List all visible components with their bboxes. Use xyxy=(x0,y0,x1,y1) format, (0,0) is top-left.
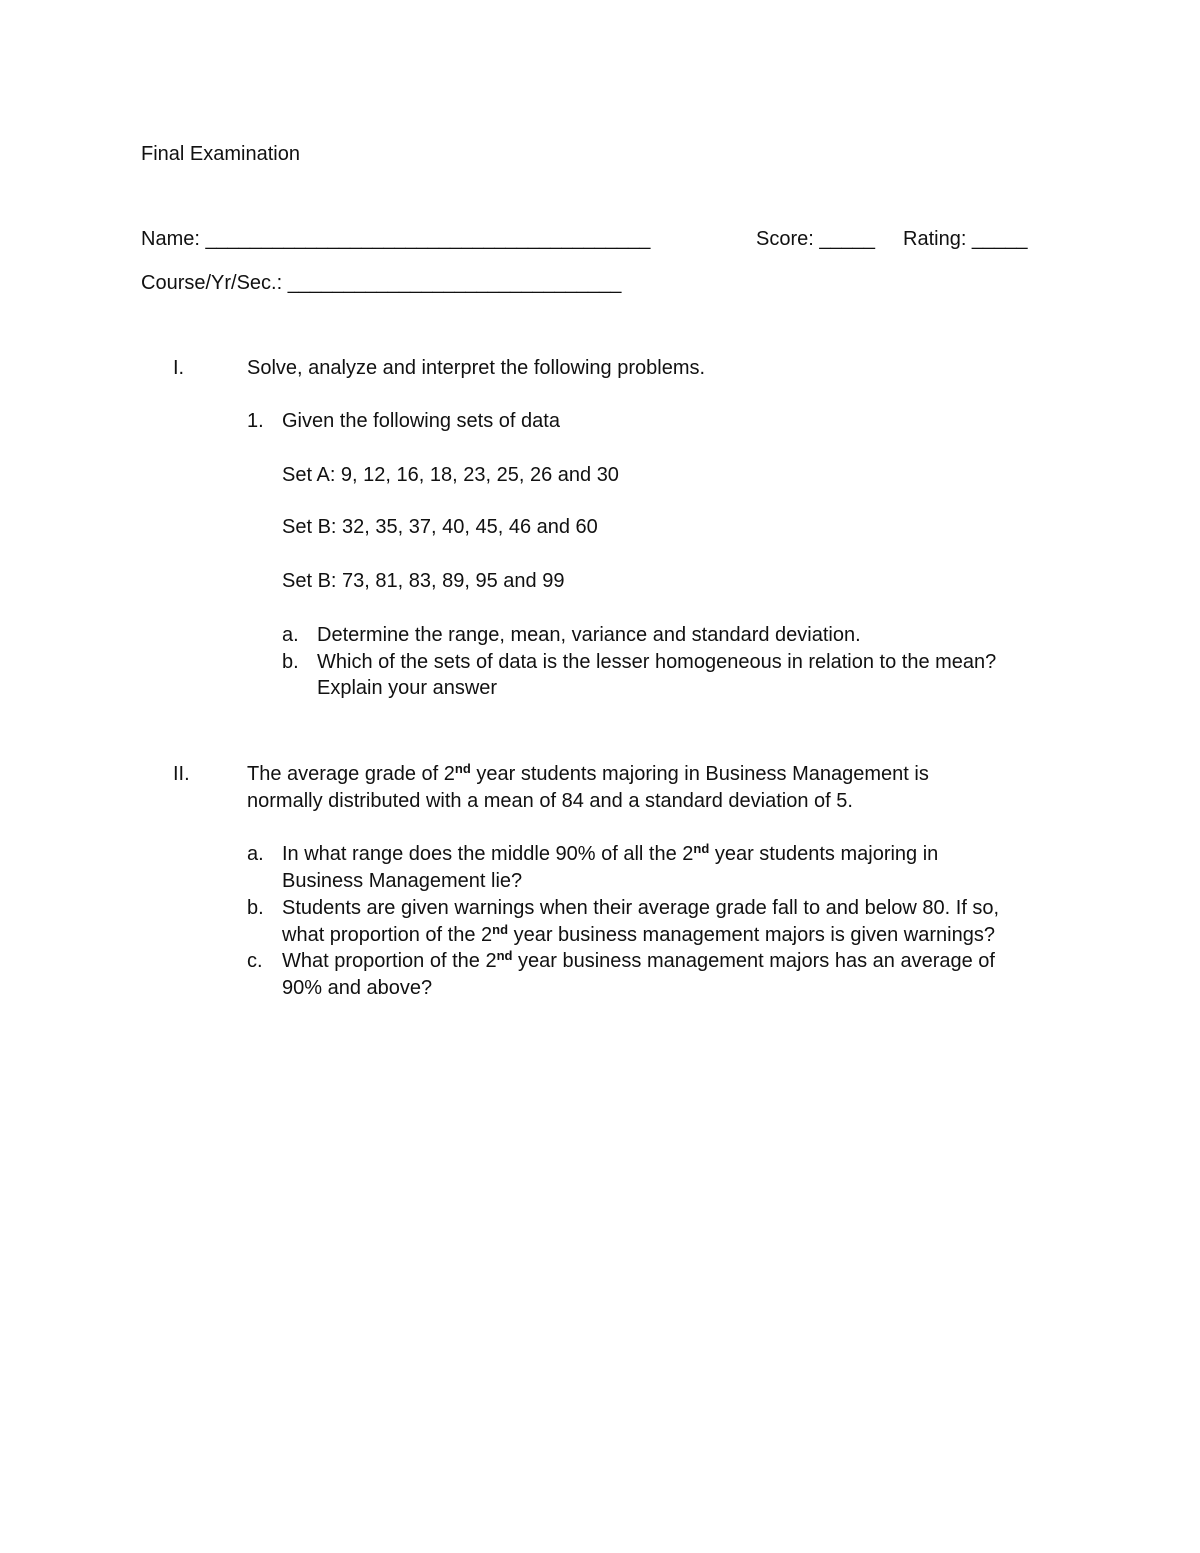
set-b-data: Set B: 32, 35, 37, 40, 45, 46 and 60 xyxy=(282,516,598,538)
set-c-data: Set B: 73, 81, 83, 89, 95 and 99 xyxy=(282,570,565,592)
sub-b-label: b. xyxy=(282,651,299,673)
exam-title: Final Examination xyxy=(141,143,300,165)
part2-sub-a-text: In what range does the middle 90% of all the 2nd year students majoring in xyxy=(282,841,939,865)
question1-text: Given the following sets of data xyxy=(282,410,560,432)
part2-numeral: II. xyxy=(173,763,190,785)
name-field[interactable]: Name: ________________________________________ xyxy=(141,228,651,250)
part1-numeral: I. xyxy=(173,357,185,379)
rating-field[interactable]: Rating: _____ xyxy=(903,228,1028,250)
part2-sub-b-text: Students are given warnings when their average grade fall to and below 80. If so, xyxy=(282,897,1000,919)
score-field[interactable]: Score: _____ xyxy=(756,228,875,250)
part2-stem-cont: normally distributed with a mean of 84 and a standard deviation of 5. xyxy=(247,790,853,812)
set-a-data: Set A: 9, 12, 16, 18, 23, 25, 26 and 30 xyxy=(282,464,619,486)
part2-sub-c-label: c. xyxy=(247,950,263,972)
course-field[interactable]: Course/Yr/Sec.: ______________________________ xyxy=(141,272,622,294)
question1-number: 1. xyxy=(247,410,264,432)
part2-sub-c-text: What proportion of the 2nd year business management majors has an average of xyxy=(282,948,995,972)
part1-instruction: Solve, analyze and interpret the following problems. xyxy=(247,357,706,379)
sub-b-text: Which of the sets of data is the lesser homogeneous in relation to the mean? xyxy=(317,651,997,673)
part2-sub-a-label: a. xyxy=(247,843,264,865)
sub-a-label: a. xyxy=(282,624,299,646)
part2-stem: The average grade of 2nd year students majoring in Business Management is xyxy=(247,761,929,785)
part2-sub-b-label: b. xyxy=(247,897,264,919)
part2-sub-c-text-cont: 90% and above? xyxy=(282,977,433,999)
sub-b-text-cont: Explain your answer xyxy=(317,677,498,699)
part2-sub-a-text-cont: Business Management lie? xyxy=(282,870,523,892)
part2-sub-b-text-cont: what proportion of the 2nd year business management majors is given warnings? xyxy=(282,922,995,946)
sub-a-text: Determine the range, mean, variance and standard deviation. xyxy=(317,624,861,646)
